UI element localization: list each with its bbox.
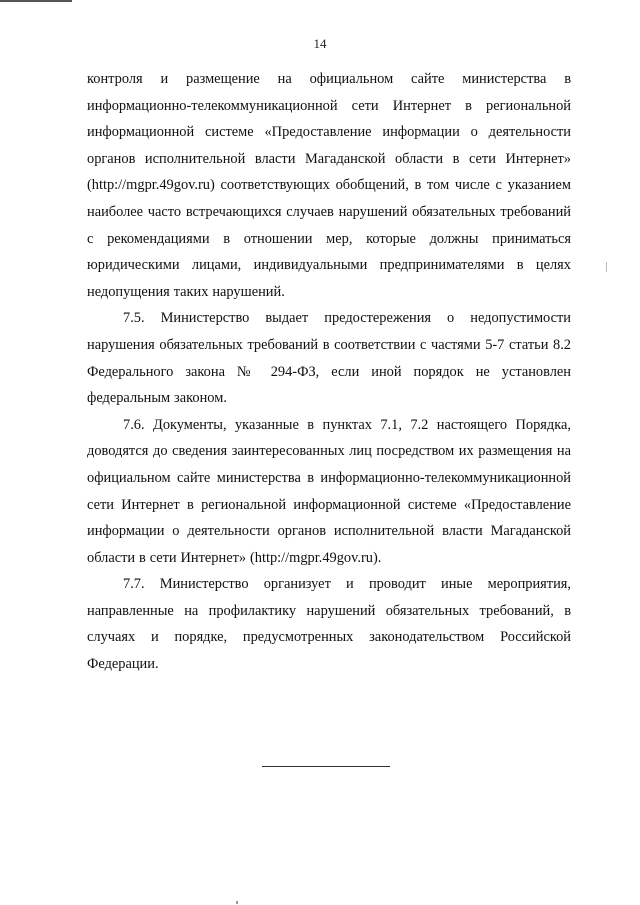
end-of-document-rule: [262, 766, 390, 767]
margin-mark: [606, 262, 607, 272]
scan-speck: [236, 901, 238, 904]
scan-edge-mark: [0, 0, 72, 2]
paragraph-7-6: 7.6. Документы, указанные в пунктах 7.1, 7.2 настоящего Порядка, доводятся до сведения заинтересованных лиц посредством их размещения на официальном сайте министерства в информационно-телекоммуникационной сети Интернет в региональной информационной системе «Предоставление информации о деятельности органов исполнительной власти Магаданской области в сети Интернет» (http://mgpr.49gov.ru).: [87, 416, 571, 566]
paragraph-7-5: 7.5. Министерство выдает предостережения о недопустимости нарушения обязательных требований в соответствии с частями 5-7 статьи 8.2 Федерального закона № 294-ФЗ, если иной порядок не установлен федеральным законом.: [87, 310, 571, 407]
page-number: 14: [313, 36, 327, 51]
paragraph-continuation: контроля и размещение на официальном сайте министерства в информационно-телекоммуникационной сети Интернет в региональной информационной системе «Предоставление информации о деятельности органов исполнительной власти Магаданской области в сети Интернет» (http://mgpr.49gov.ru) соответствующих обобщений, в том числе с указанием наиболее часто встречающихся случаев нарушений обязательных требований с рекомендациями в отношении мер, которые должны приниматься юридическими лицами, индивидуальными предпринимателями в целях недопущения таких нарушений.: [87, 71, 571, 300]
document-body: [87, 66, 571, 678]
paragraph-7-7: 7.7. Министерство организует и проводит иные мероприятия, направленные на профилактику нарушений обязательных требований, в случаях и порядке, предусмотренных законодательством Российской Федерации.: [87, 576, 571, 673]
